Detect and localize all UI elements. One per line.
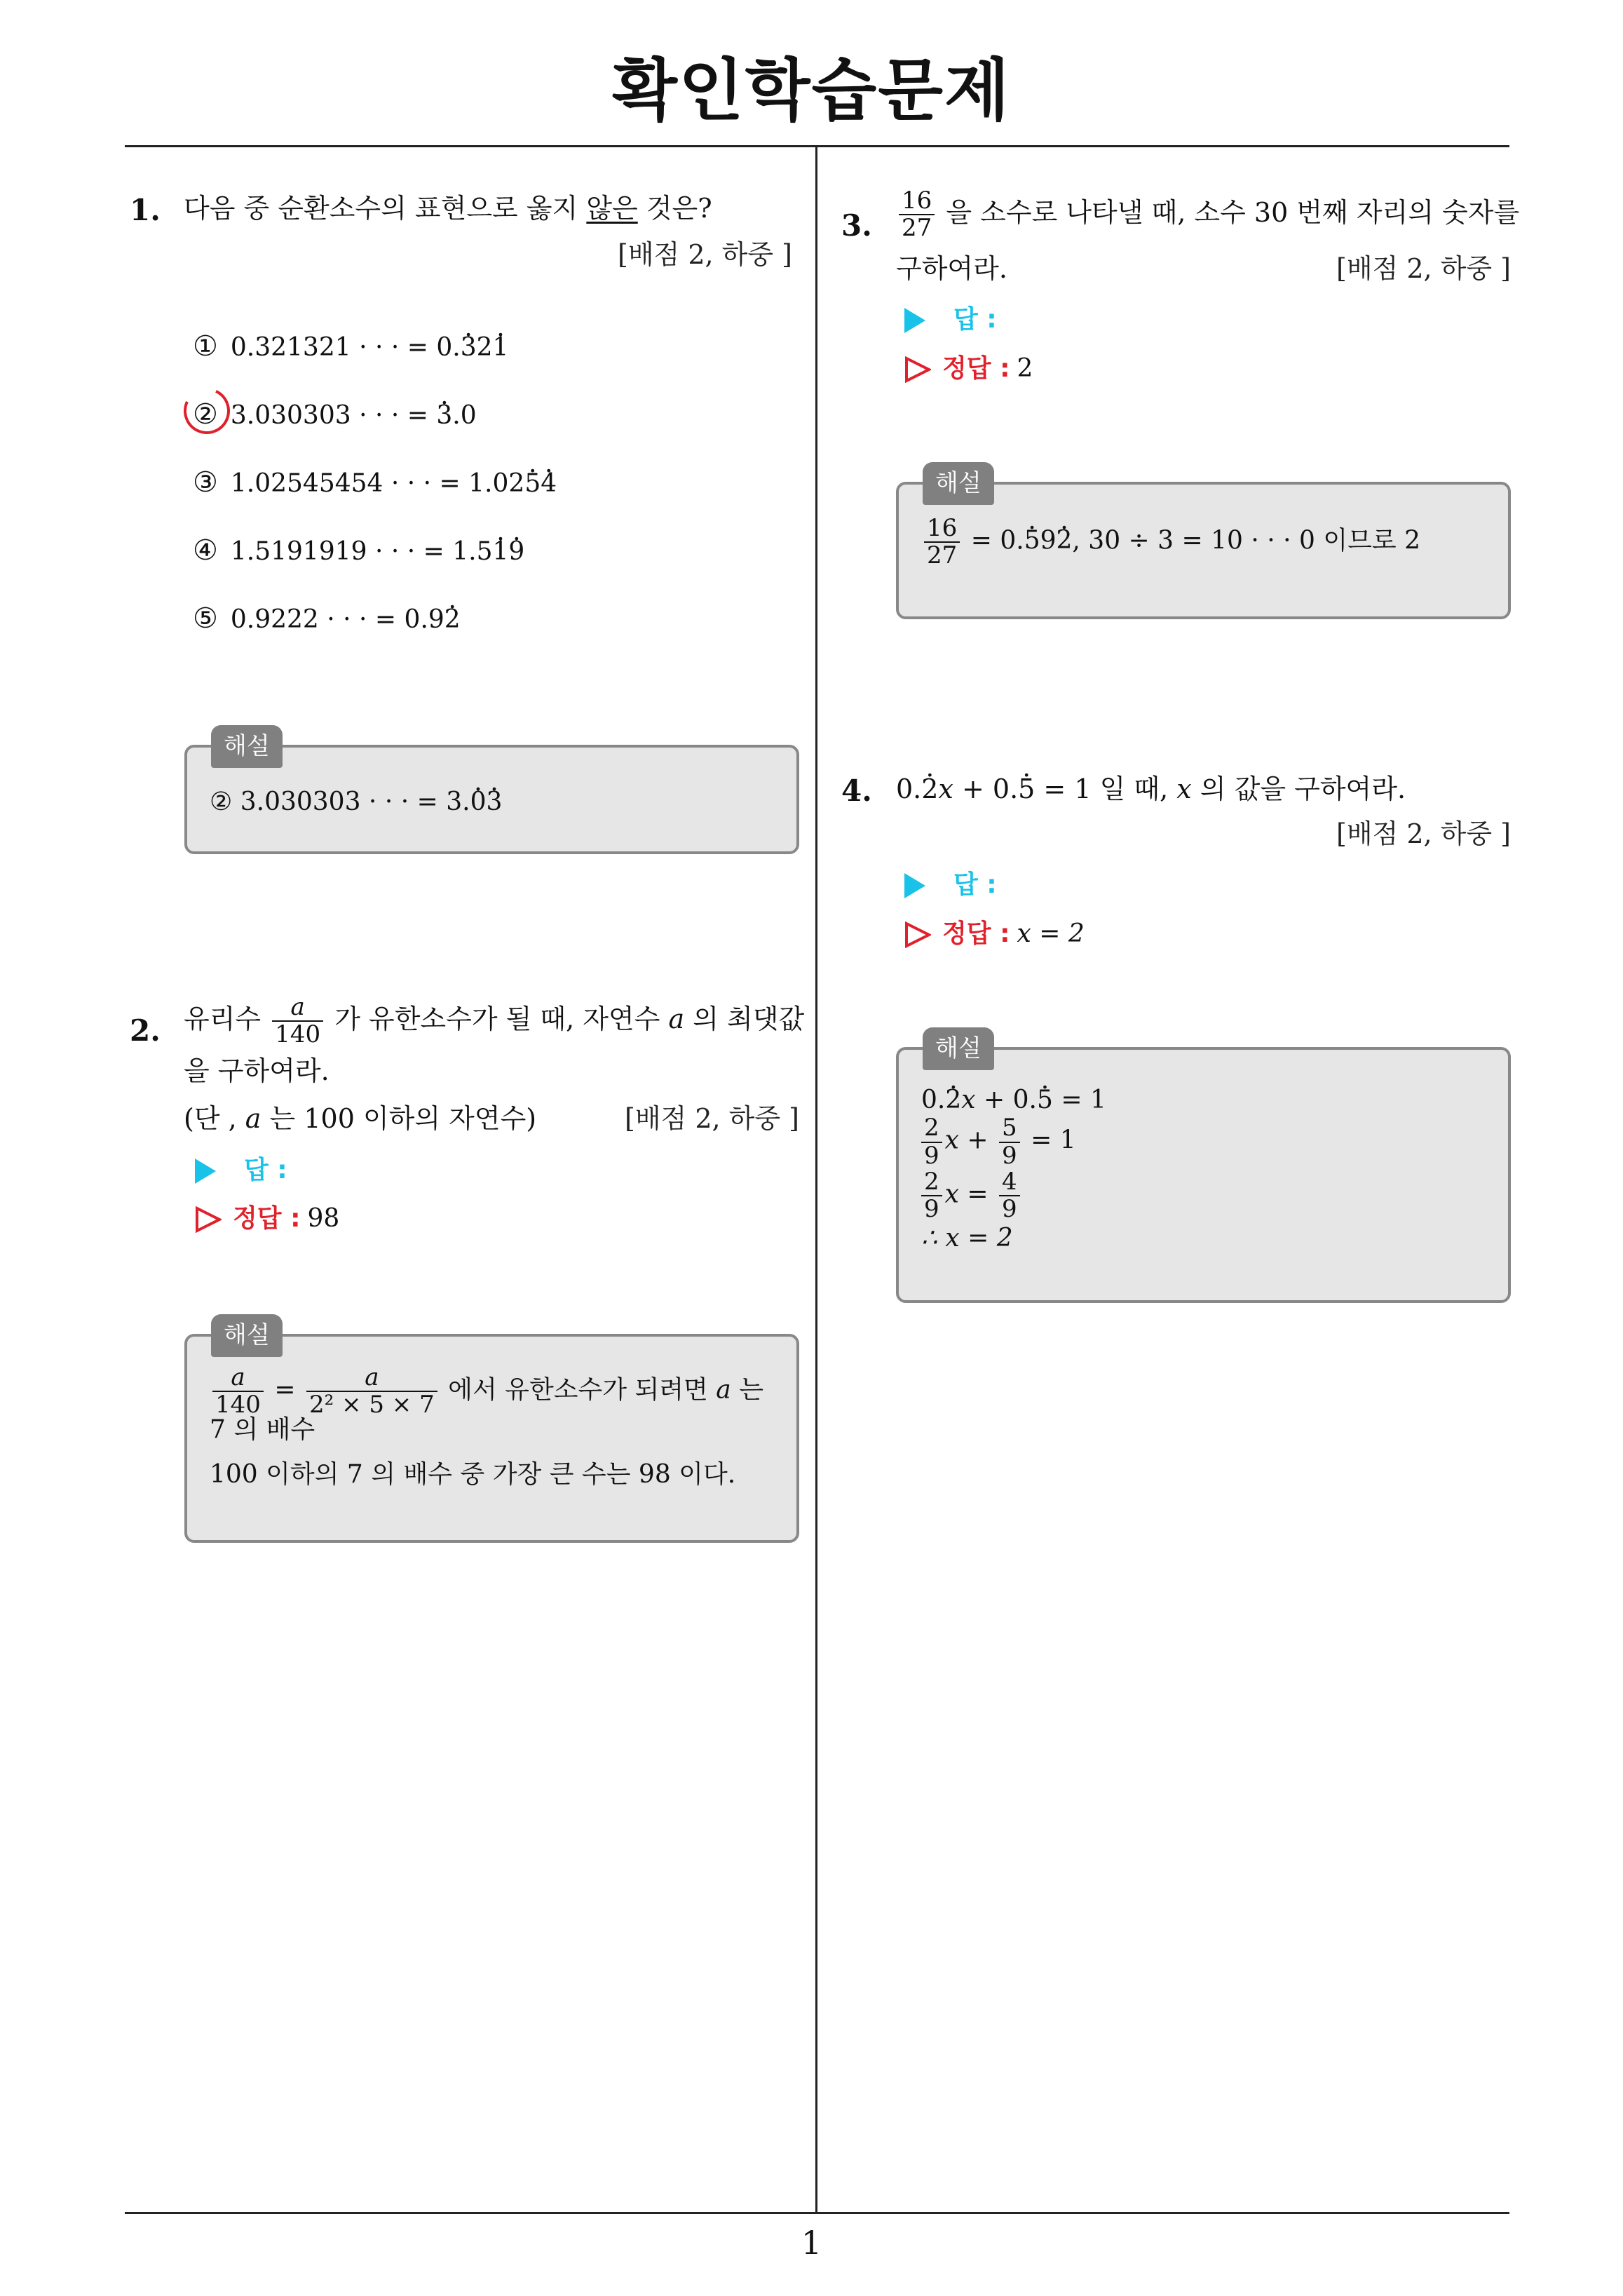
math-text: + 0. xyxy=(953,774,1019,804)
explanation-body xyxy=(921,1085,1488,1253)
correct-answer-label: 정답 : xyxy=(233,1204,301,1233)
math-variable: x xyxy=(944,1126,959,1155)
answer-input-row[interactable] xyxy=(904,867,997,903)
answer-label: 답 : xyxy=(953,305,997,334)
explanation-text: = 0. xyxy=(970,526,1024,555)
math-text: + 0. xyxy=(975,1086,1037,1114)
explanation-tag: 해설 xyxy=(211,1314,283,1357)
math-text: = 1 xyxy=(1052,1086,1106,1114)
fraction-denominator: 140 xyxy=(275,1020,321,1049)
choice-mark: ④ xyxy=(193,534,218,567)
repeat-dot-digit: . 2 xyxy=(1057,522,1073,559)
equals-sign: = xyxy=(967,1180,989,1209)
math-text: = 1 xyxy=(1031,1126,1076,1155)
repeat-dot-digit: . 1 xyxy=(493,330,509,366)
explanation-line-1 xyxy=(921,1085,1488,1115)
question-text-part: 일 때, xyxy=(1099,774,1169,804)
repeat-dot-digit: . 4 xyxy=(541,466,557,502)
fraction xyxy=(921,1115,942,1169)
question-number: 4. xyxy=(841,774,872,808)
question-text-line2: 구하여라. xyxy=(896,253,1007,284)
correct-answer-value: x = 2 xyxy=(1017,919,1085,948)
fraction-numerator: a xyxy=(272,994,323,1022)
question-meta: [배점 2, 하중 ] xyxy=(618,239,792,270)
answer-label: 답 : xyxy=(244,1156,287,1184)
fraction xyxy=(899,188,935,242)
correct-answer-value: 98 xyxy=(307,1204,340,1233)
repeat-dot-digit: . 3 xyxy=(461,330,477,366)
explanation-body xyxy=(210,1365,777,1493)
math-variable: a xyxy=(245,1103,262,1134)
fraction xyxy=(306,1365,437,1419)
plus-sign: + xyxy=(967,1126,989,1155)
fraction-denominator: 27 xyxy=(927,541,958,570)
choice-4[interactable] xyxy=(193,530,524,571)
outline-play-icon xyxy=(195,1206,222,1233)
question-text-part: 가 유한소수가 될 때, 자연수 xyxy=(334,1003,660,1034)
fraction xyxy=(921,1169,942,1223)
choice-mark: ③ xyxy=(193,466,218,499)
explanation-tag: 해설 xyxy=(923,1027,994,1070)
choice-1[interactable] xyxy=(193,326,508,367)
repeat-dot-digit: . 0 xyxy=(470,784,487,821)
math-variable: a xyxy=(668,1003,685,1034)
question-text xyxy=(184,189,712,228)
play-icon xyxy=(904,873,925,898)
fraction xyxy=(212,1365,264,1419)
explanation-text: 9 xyxy=(1040,526,1057,555)
outline-play-icon xyxy=(904,921,931,948)
fraction-numerator: a xyxy=(306,1365,437,1392)
question-number: 1. xyxy=(130,193,161,227)
question-text-part: 의 최댓값 xyxy=(693,1003,805,1034)
explanation-body xyxy=(921,515,1488,569)
repeat-dot-digit: . 2 xyxy=(444,602,461,638)
explanation-line-3: 100 이하의 7 의 배수 중 가장 큰 수는 98 이다. xyxy=(210,1459,736,1489)
correct-answer-row xyxy=(195,1201,339,1237)
explanation-body xyxy=(210,784,777,821)
math-variable: x xyxy=(938,774,953,804)
math-variable: x xyxy=(944,1180,959,1209)
choice-text: 0 xyxy=(460,401,477,430)
correct-answer-value: 2 xyxy=(1017,354,1033,383)
explanation-line-2: 7 의 배수 xyxy=(210,1414,315,1444)
explanation-box xyxy=(896,1034,1511,1303)
question-text xyxy=(896,188,1519,242)
question-text-line2: 을 구하여라. xyxy=(184,1055,330,1086)
question-number: 3. xyxy=(841,208,872,243)
explanation-text: , 30 ÷ 3 = 10 · · · 0 이므로 2 xyxy=(1072,526,1421,555)
fraction-numerator: 5 xyxy=(999,1115,1020,1142)
question-meta: [배점 2, 하중 ] xyxy=(1336,818,1511,849)
choice-mark: ⑤ xyxy=(193,602,218,635)
fraction-denominator: 2² × 5 × 7 xyxy=(308,1391,435,1419)
question-meta: [배점 2, 하중 ] xyxy=(625,1103,799,1134)
question-number: 2. xyxy=(130,1013,161,1048)
math-variable: x xyxy=(961,1086,976,1114)
correct-answer-label: 정답 : xyxy=(942,354,1010,383)
question-text-part: 것은? xyxy=(637,193,712,224)
repeat-dot-digit: . 5 xyxy=(524,466,541,502)
explanation-line-1 xyxy=(210,1365,777,1419)
choice-text: 1.02545454 · · · = 1.02 xyxy=(230,469,525,498)
fraction-numerator: 16 xyxy=(924,515,960,543)
question-meta: [배점 2, 하중 ] xyxy=(1336,253,1511,284)
page-number: 1 xyxy=(801,2224,822,2262)
explanation-text: 에서 유한소수가 되려면 xyxy=(448,1375,708,1405)
play-icon xyxy=(195,1159,216,1184)
repeat-dot-digit: . 9 xyxy=(508,534,524,570)
fraction-numerator: 16 xyxy=(899,188,935,215)
page-title: 확인학습문제 xyxy=(612,51,1011,130)
explanation-line-4: ∴ x = 2 xyxy=(921,1223,1013,1252)
repeat-dot-digit: . 3 xyxy=(486,784,502,821)
choice-text: . xyxy=(452,401,461,430)
explanation-line-3 xyxy=(921,1169,1488,1223)
column-divider xyxy=(815,145,817,2214)
choice-text: 3.030303 · · · = xyxy=(230,401,437,430)
choice-text: 1.5191919 · · · = 1.5 xyxy=(230,537,493,566)
choice-text: 0.9222 · · · = 0.9 xyxy=(230,605,444,634)
explanation-text: ② 3.030303 · · · = 3. xyxy=(210,788,470,816)
fraction-numerator: 2 xyxy=(921,1115,942,1142)
correct-answer-row xyxy=(904,351,1033,387)
explanation-tag: 해설 xyxy=(923,462,994,505)
question-text xyxy=(184,994,804,1048)
choice-mark: ② xyxy=(193,398,218,431)
explanation-box xyxy=(896,469,1511,619)
math-variable: x xyxy=(1176,774,1192,804)
question-text-part: 의 값을 구하여라. xyxy=(1200,774,1406,804)
fraction xyxy=(999,1169,1020,1223)
equals-sign: = xyxy=(274,1375,296,1405)
explanation-line-2 xyxy=(921,1115,1488,1169)
repeat-dot-digit: . 2 xyxy=(921,770,938,809)
fraction-denominator: 9 xyxy=(1002,1141,1017,1170)
repeat-dot-digit: . 1 xyxy=(493,534,509,570)
correct-answer-row xyxy=(904,916,1085,952)
fraction-numerator: a xyxy=(212,1365,264,1392)
question-text-part: 다음 중 순환소수의 표현으로 옳지 xyxy=(184,193,587,224)
fraction-denominator: 140 xyxy=(215,1391,261,1419)
question-text-part: 을 소수로 나타낼 때, 소수 30 번째 자리의 숫자를 xyxy=(946,196,1520,228)
math-variable: a xyxy=(716,1375,731,1405)
fraction xyxy=(999,1115,1020,1169)
answer-label: 답 : xyxy=(953,870,997,899)
math-text: = 1 xyxy=(1035,774,1092,804)
choice-3[interactable] xyxy=(193,462,557,503)
choice-5[interactable] xyxy=(193,598,461,639)
bottom-rule xyxy=(125,2212,1509,2214)
repeat-dot-digit: . 5 xyxy=(1037,1085,1053,1115)
choice-mark: ① xyxy=(193,330,218,363)
answer-input-row[interactable] xyxy=(904,302,997,338)
repeat-dot-digit: . 2 xyxy=(945,1085,961,1115)
math-text: 0. xyxy=(896,774,922,804)
question-text-part: 유리수 xyxy=(184,1003,262,1034)
answer-input-row[interactable] xyxy=(195,1152,287,1189)
explanation-box xyxy=(184,1321,799,1543)
repeat-dot-digit: . 3 xyxy=(436,398,452,434)
outline-play-icon xyxy=(904,356,931,383)
choice-text: 0.321321 · · · = 0. xyxy=(230,333,461,362)
fraction-denominator: 9 xyxy=(924,1141,939,1170)
fraction-denominator: 9 xyxy=(924,1195,939,1224)
repeat-dot-digit: . 5 xyxy=(1024,522,1040,559)
question-condition xyxy=(184,1100,536,1138)
correct-answer-label: 정답 : xyxy=(942,919,1010,948)
explanation-box xyxy=(184,732,799,854)
explanation-tag: 해설 xyxy=(211,725,283,768)
fraction xyxy=(924,515,960,569)
choice-2[interactable] xyxy=(193,394,477,435)
fraction-denominator: 27 xyxy=(902,214,932,243)
fraction-numerator: 4 xyxy=(999,1169,1020,1196)
fraction-numerator: 2 xyxy=(921,1169,942,1196)
condition-text: (단 , xyxy=(184,1103,237,1134)
fraction xyxy=(272,994,323,1048)
math-text: 0. xyxy=(921,1086,946,1114)
explanation-text: 는 xyxy=(739,1375,763,1405)
repeat-dot-digit: . 5 xyxy=(1018,770,1035,809)
condition-text: 는 100 이하의 자연수) xyxy=(269,1103,537,1134)
fraction-denominator: 9 xyxy=(1002,1195,1017,1224)
question-text xyxy=(896,770,1406,809)
underlined-word: 않은 xyxy=(586,193,638,224)
choice-text: 2 xyxy=(476,333,493,362)
play-icon xyxy=(904,308,925,333)
